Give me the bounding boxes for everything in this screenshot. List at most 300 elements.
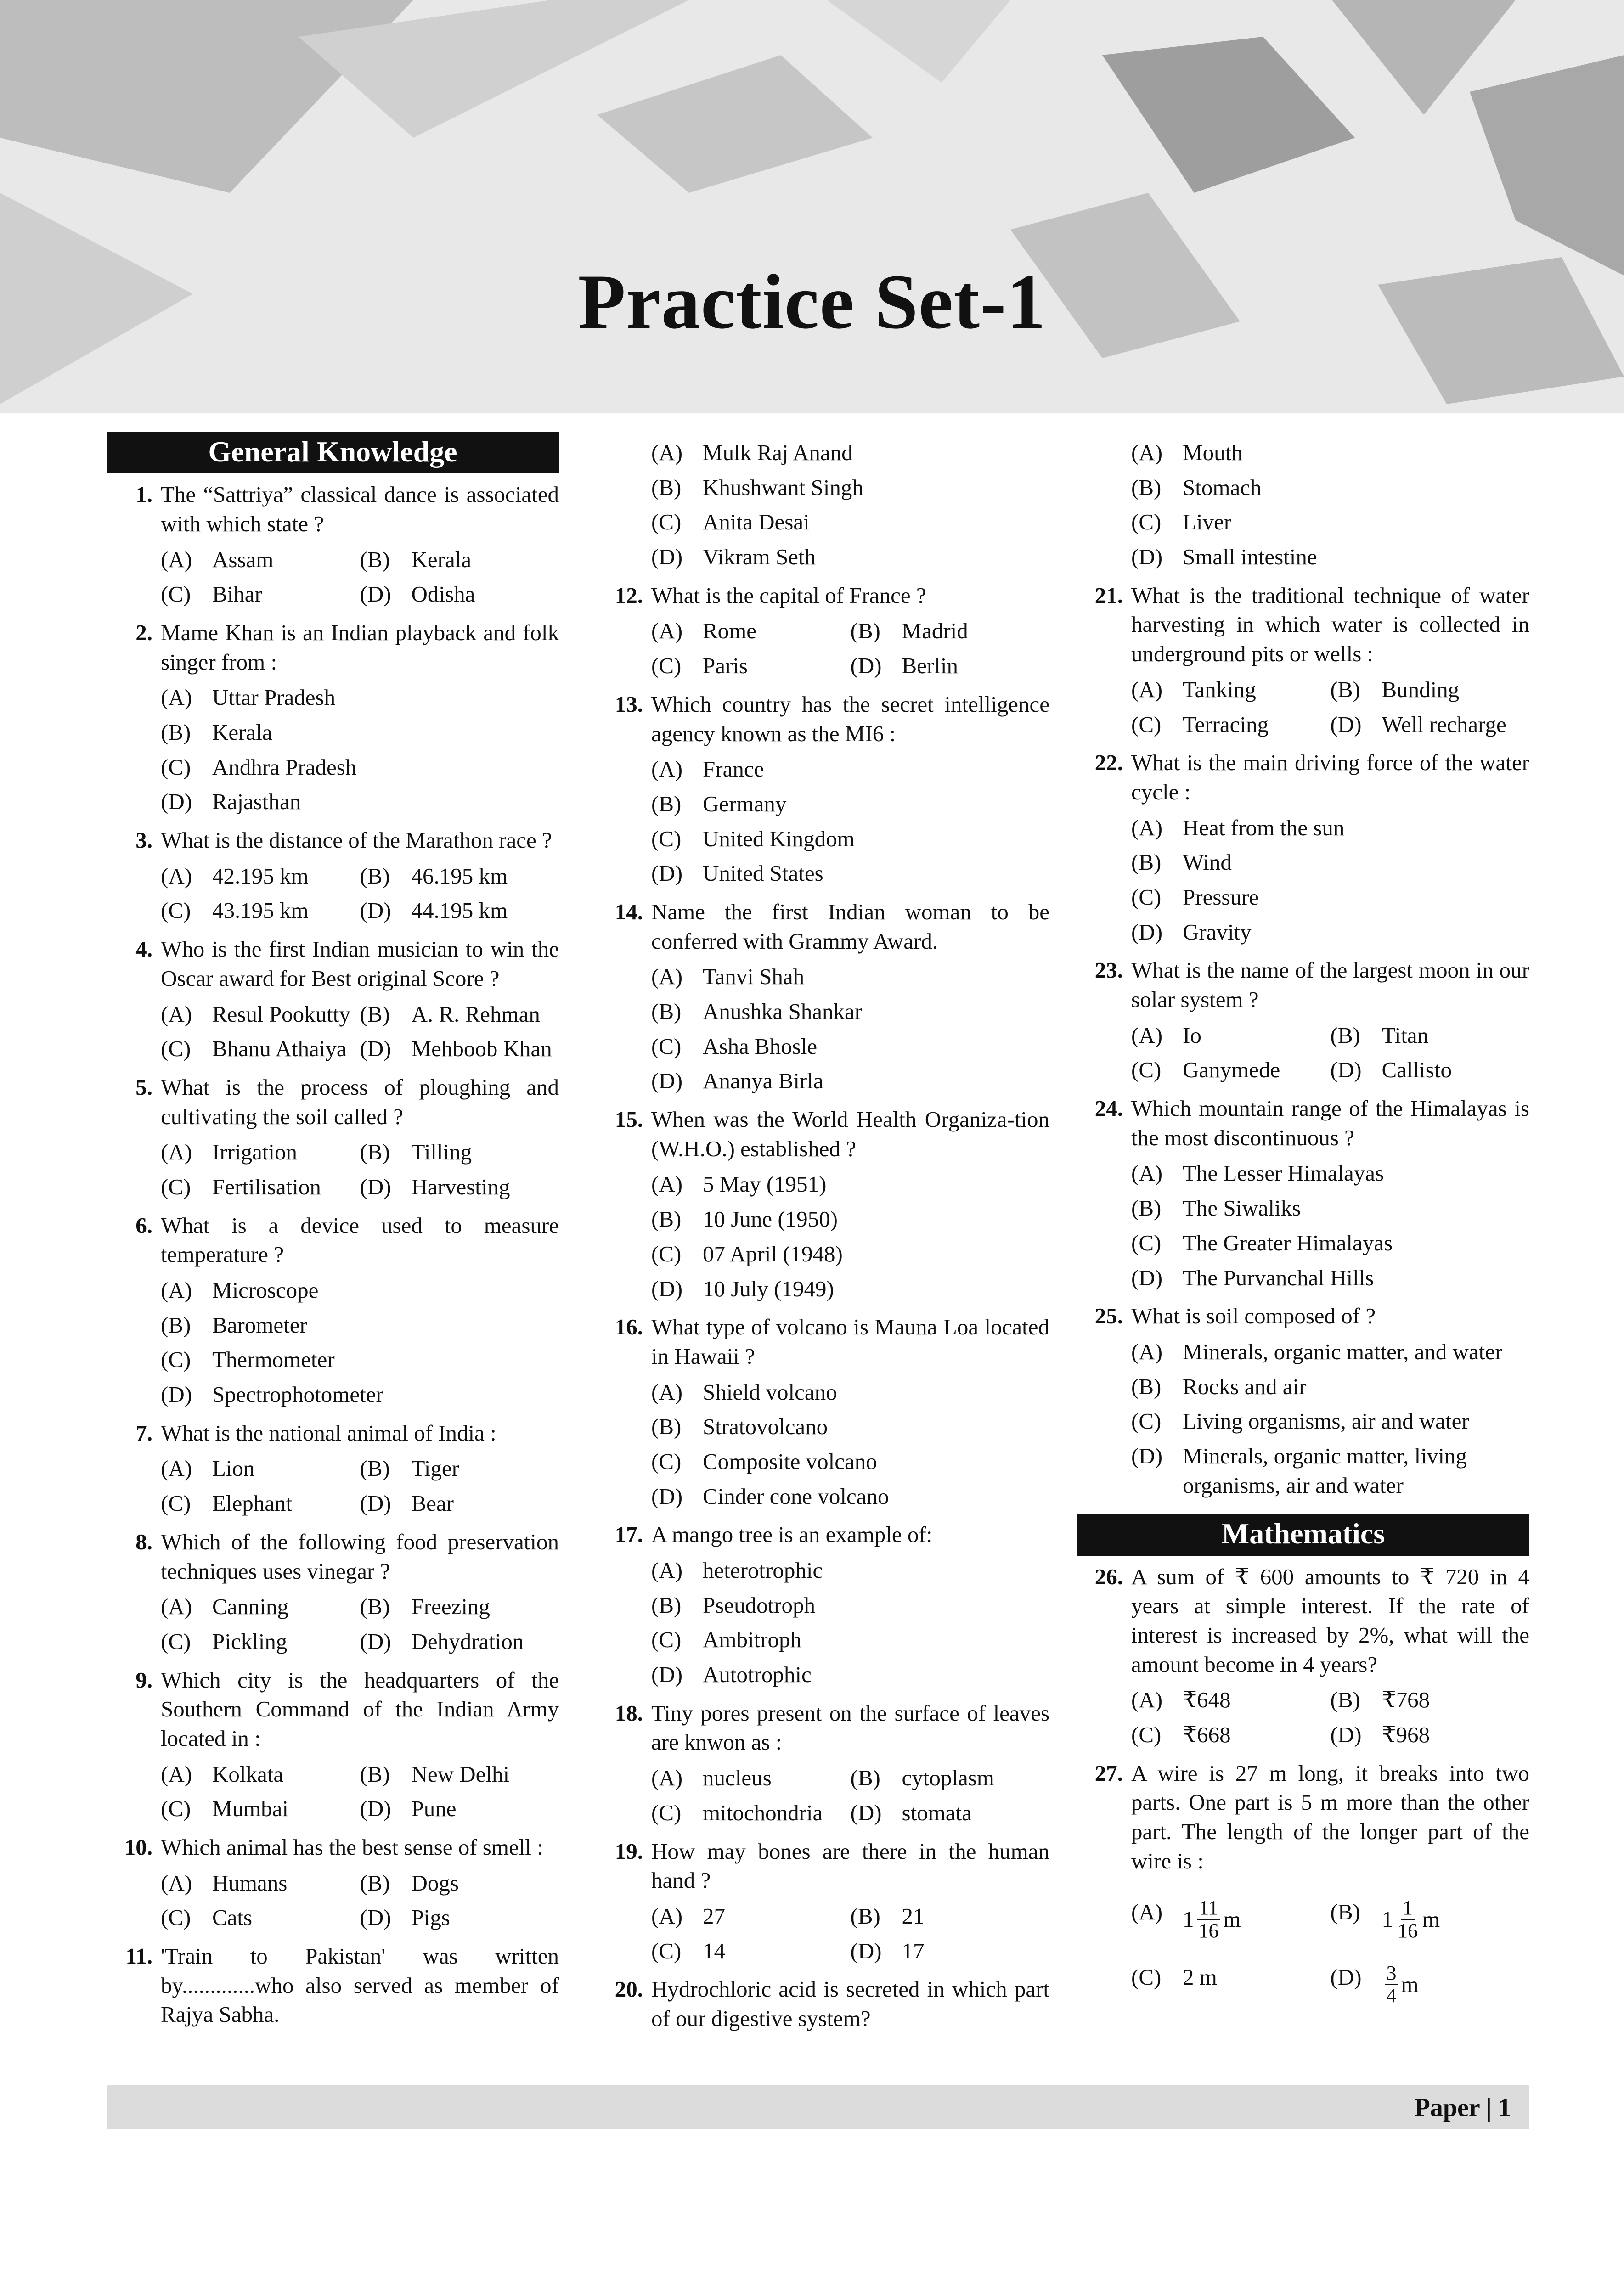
option-label: (A) (1131, 1160, 1163, 1186)
page-title: Practice Set-1 (578, 259, 1046, 345)
option-text: Stomach (1183, 474, 1262, 500)
fraction (1396, 1897, 1420, 1941)
answer-option (651, 473, 1049, 502)
answer-option (1331, 1021, 1530, 1050)
answer-option (1331, 675, 1530, 704)
answer-options (161, 680, 559, 819)
option-label: (C) (161, 1174, 191, 1199)
question-number: 14. (615, 899, 643, 924)
option-text: Microscope (212, 1277, 319, 1303)
option-text: Small intestine (1183, 544, 1317, 570)
question-number: 22. (1094, 750, 1123, 776)
answer-option (360, 1000, 559, 1029)
option-text: Minerals, organic matter, living organisms, air and water (1183, 1443, 1467, 1498)
option-text: mitochondria (703, 1800, 823, 1825)
option-label: (A) (651, 1765, 683, 1791)
question-text: Who is the first Indian musician to win the Oscar award for Best original Score ? (161, 936, 559, 991)
option-label: (A) (1131, 440, 1163, 465)
answer-option (1331, 1897, 1530, 1941)
question-number: 10. (124, 1835, 152, 1860)
mixed-number-whole: 1 (1183, 1907, 1194, 1932)
option-label: (B) (1131, 474, 1162, 500)
question-item (107, 1418, 559, 1521)
answer-option (161, 1489, 360, 1518)
option-label: (D) (360, 581, 391, 607)
option-label: (D) (360, 1905, 391, 1930)
question-item (1077, 1562, 1529, 1752)
answer-option (360, 1489, 559, 1518)
option-label: (B) (360, 1001, 390, 1027)
option-label: (C) (651, 1627, 682, 1653)
question-number: 3. (135, 827, 152, 853)
unit-label: m (1401, 1971, 1419, 1997)
answer-options (651, 1761, 1049, 1830)
question-text: Hydrochloric acid is secreted in which part of our digestive system? (651, 1976, 1049, 2031)
option-text: Odisha (411, 581, 475, 607)
option-label: (A) (161, 1139, 192, 1165)
answer-option (1131, 883, 1529, 912)
option-label: (A) (651, 440, 683, 465)
option-label: (A) (651, 1903, 683, 1929)
answer-option (1131, 813, 1529, 843)
option-text: Ambitroph (703, 1627, 802, 1653)
option-label: (C) (161, 1796, 191, 1822)
fraction-denominator: 16 (1398, 1919, 1418, 1942)
option-text: 14 (703, 1938, 725, 1964)
option-label: (D) (651, 1483, 683, 1509)
option-label: (C) (651, 826, 682, 851)
answer-option (1131, 473, 1529, 502)
answer-options (651, 1375, 1049, 1514)
option-label: (A) (651, 1379, 683, 1405)
answer-option (1131, 1407, 1529, 1436)
option-label: (D) (161, 789, 192, 815)
option-label: (A) (161, 1594, 192, 1620)
option-label: (D) (1131, 544, 1163, 570)
question-item (1077, 1301, 1529, 1503)
option-label: (C) (1131, 1057, 1162, 1083)
answer-option (161, 1760, 360, 1789)
unit-label: m (1223, 1907, 1241, 1932)
answer-options (161, 859, 559, 928)
option-label: (C) (651, 653, 682, 679)
answer-option (161, 1345, 559, 1374)
option-label: (C) (651, 509, 682, 535)
answer-option (651, 1274, 1049, 1304)
question-text: What is a device used to measure temperature ? (161, 1212, 559, 1267)
answer-option (851, 1936, 1050, 1966)
question-text: How may bones are there in the human hand ? (651, 1838, 1049, 1893)
question-item (107, 934, 559, 1066)
option-label: (D) (360, 1796, 391, 1822)
answer-options (651, 1899, 1049, 1968)
option-text: Living organisms, air and water (1183, 1408, 1469, 1434)
option-text: nucleus (703, 1765, 772, 1791)
answer-option (851, 651, 1050, 681)
option-label: (C) (161, 581, 191, 607)
option-text: Tiger (411, 1456, 459, 1481)
question-number: 9. (135, 1667, 152, 1693)
answer-option (360, 545, 559, 574)
option-text: 10 July (1949) (703, 1276, 834, 1301)
option-label: (D) (651, 861, 683, 886)
option-text: ₹968 (1382, 1722, 1430, 1747)
question-text: What is the process of ploughing and cultivating the soil called ? (161, 1074, 559, 1129)
option-label: (A) (161, 1277, 192, 1303)
option-label: (A) (651, 1171, 683, 1197)
answer-option (1131, 1372, 1529, 1401)
option-text: Thermometer (212, 1347, 335, 1373)
option-text: Titan (1382, 1022, 1429, 1048)
option-label: (D) (850, 1938, 882, 1964)
fraction-denominator: 4 (1386, 1984, 1397, 2007)
question-number: 19. (615, 1838, 643, 1864)
option-value (1382, 1963, 1419, 2006)
option-label: (B) (1131, 1373, 1162, 1399)
option-text: Spectrophotometer (212, 1382, 383, 1407)
answer-option (1131, 1159, 1529, 1188)
option-text: Well recharge (1382, 711, 1506, 737)
option-label: (C) (1131, 1722, 1162, 1747)
answer-option (161, 1868, 360, 1898)
option-label: (A) (161, 1001, 192, 1027)
option-text: Pseudotroph (703, 1592, 815, 1618)
answer-option (161, 1000, 360, 1029)
option-text: The Purvanchal Hills (1183, 1265, 1374, 1290)
option-text: Terracing (1183, 711, 1269, 737)
section-header-general-knowledge: General Knowledge (107, 432, 559, 473)
option-label: (B) (1330, 1022, 1360, 1048)
option-label: (C) (1131, 1408, 1162, 1434)
option-text: Callisto (1382, 1057, 1452, 1083)
question-item (107, 1666, 559, 1826)
option-label: (D) (1131, 1265, 1163, 1290)
option-text: 5 May (1951) (703, 1171, 827, 1197)
option-label: (C) (651, 1241, 682, 1266)
answer-options (651, 435, 1049, 574)
answer-option (360, 896, 559, 925)
question-text: When was the World Health Organiza-tion (W.H.O.) established ? (651, 1107, 1049, 1161)
option-text: Dehydration (411, 1628, 524, 1654)
option-label: (C) (1131, 884, 1162, 910)
question-text: What is the distance of the Marathon race ? (161, 827, 552, 853)
option-text: Anushka Shankar (703, 999, 863, 1024)
option-label: (A) (1131, 1899, 1163, 1925)
option-text: Harvesting (411, 1174, 510, 1199)
option-text: cytoplasm (902, 1765, 994, 1791)
answer-option (161, 1276, 559, 1305)
answer-options (1131, 1334, 1529, 1503)
answer-option (651, 542, 1049, 572)
question-text: A sum of ₹ 600 amounts to ₹ 720 in 4 years at simple interest. If the rate of interest is increased by 2%, what will the amount become in 4 years? (1131, 1564, 1529, 1677)
question-number: 7. (135, 1420, 152, 1446)
page-footer (107, 2085, 1529, 2129)
question-options-continued (1077, 435, 1529, 574)
question-item (597, 897, 1049, 1098)
answer-option (651, 1798, 851, 1828)
question-item (1077, 1759, 1529, 2009)
option-text: Asha Bhosle (703, 1033, 818, 1059)
answer-options (161, 1273, 559, 1412)
answer-option (161, 1794, 360, 1823)
option-label: (D) (161, 1382, 192, 1407)
answer-options (161, 1451, 559, 1520)
option-text: 21 (902, 1903, 925, 1929)
question-number: 16. (615, 1314, 643, 1340)
question-item (597, 690, 1049, 891)
question-text: What is soil composed of ? (1131, 1303, 1376, 1329)
option-label: (C) (1131, 1964, 1162, 1990)
option-text: Wind (1183, 850, 1232, 875)
option-text: Rome (703, 618, 757, 644)
question-item (1077, 956, 1529, 1087)
option-label: (D) (360, 1491, 391, 1516)
answer-option (360, 1034, 559, 1064)
answer-option (1131, 848, 1529, 877)
answer-options (1131, 1683, 1529, 1752)
answer-options (1131, 810, 1529, 950)
option-text: Ganymede (1183, 1057, 1280, 1083)
question-number: 4. (135, 936, 152, 962)
question-number: 13. (615, 691, 643, 717)
option-text: Tanvi Shah (703, 964, 805, 990)
option-label: (D) (1131, 1443, 1163, 1469)
option-label: (C) (161, 1036, 191, 1062)
answer-options (161, 1866, 559, 1935)
question-item (597, 1975, 1049, 2033)
answer-option (851, 1763, 1050, 1793)
option-text: Shield volcano (703, 1379, 837, 1405)
option-label: (D) (360, 1036, 391, 1062)
question-item (107, 1941, 559, 2029)
option-label: (A) (1131, 1022, 1163, 1048)
option-label: (D) (651, 544, 683, 570)
question-text: What is the national animal of India : (161, 1420, 496, 1446)
option-label: (B) (360, 1870, 390, 1896)
fraction-numerator: 1 (1401, 1897, 1415, 1920)
answer-option (851, 1902, 1050, 1931)
option-text: Tilling (411, 1139, 472, 1165)
option-text: ₹668 (1183, 1722, 1231, 1747)
option-label: (D) (1330, 711, 1362, 737)
answer-option (651, 1447, 1049, 1476)
answer-option (161, 787, 559, 816)
answer-options (161, 1135, 559, 1204)
answer-option (1131, 1337, 1529, 1367)
answer-option (1131, 675, 1331, 704)
option-label: (B) (1330, 676, 1360, 702)
answer-option (1131, 507, 1529, 537)
option-label: (B) (651, 1206, 682, 1232)
question-item (597, 581, 1049, 683)
question-number: 17. (615, 1522, 643, 1548)
option-text: Bunding (1382, 676, 1460, 702)
answer-option (651, 1556, 1049, 1585)
question-number: 24. (1094, 1096, 1123, 1121)
answer-options (651, 1167, 1049, 1306)
answer-option (651, 962, 1049, 991)
question-number: 2. (135, 619, 152, 645)
answer-option (161, 545, 360, 574)
answer-options (161, 1757, 559, 1826)
option-label: (D) (1330, 1964, 1362, 1990)
option-text: Lion (212, 1456, 255, 1481)
question-number: 25. (1094, 1303, 1123, 1329)
answer-option (161, 1627, 360, 1656)
option-text: Autotrophic (703, 1662, 812, 1688)
header-banner (0, 0, 1624, 413)
option-text: Minerals, organic matter, and water (1183, 1339, 1503, 1364)
answer-option (161, 861, 360, 891)
answer-options (651, 959, 1049, 1098)
question-number: 23. (1094, 957, 1123, 983)
answer-option (1131, 917, 1529, 947)
question-item (597, 1105, 1049, 1306)
option-text: Germany (703, 791, 787, 816)
answer-option (161, 718, 559, 747)
question-text: A wire is 27 m long, it breaks into two parts. One part is 5 m more than the other part. The length of the longer part of the wire is : (1131, 1760, 1529, 1874)
option-label: (C) (651, 1448, 682, 1474)
answer-option (651, 1660, 1049, 1689)
answer-options (161, 997, 559, 1066)
option-text: Kerala (411, 546, 472, 572)
question-item (107, 480, 559, 612)
option-label: (D) (1330, 1722, 1362, 1747)
question-item (107, 1527, 559, 1659)
question-number: 1. (135, 482, 152, 507)
answer-option (360, 1592, 559, 1621)
option-label: (C) (161, 1347, 191, 1373)
option-label: (B) (360, 1594, 390, 1620)
answer-option (161, 1380, 559, 1409)
answer-option (651, 1763, 851, 1793)
question-options-continued (597, 435, 1049, 574)
question-item (597, 1837, 1049, 1969)
option-label: (A) (1131, 1339, 1163, 1364)
option-label: (A) (161, 546, 192, 572)
option-label: (B) (651, 474, 682, 500)
option-label: (A) (651, 1558, 683, 1583)
question-number: 12. (615, 582, 643, 608)
option-label: (B) (360, 546, 390, 572)
answer-option (651, 1066, 1049, 1096)
option-text: Mehboob Khan (411, 1036, 552, 1062)
answer-options (651, 1553, 1049, 1692)
answer-option (360, 1903, 559, 1932)
answer-option (1131, 1897, 1331, 1941)
answer-option (1331, 710, 1530, 739)
option-label: (D) (1131, 919, 1163, 945)
option-text: Paris (703, 653, 748, 679)
answer-option (651, 1591, 1049, 1620)
option-text: Madrid (902, 618, 968, 644)
answer-option (360, 1868, 559, 1898)
option-label: (C) (161, 1905, 191, 1930)
answer-option (1131, 1963, 1331, 2006)
option-label: (D) (651, 1662, 683, 1688)
answer-option (651, 1204, 1049, 1234)
question-text: Mame Khan is an Indian playback and folk singer from : (161, 619, 559, 675)
option-text: Pressure (1183, 884, 1259, 910)
option-text: United States (703, 861, 823, 886)
option-text: Assam (212, 546, 274, 572)
answer-option (651, 438, 1049, 467)
answer-option (651, 1902, 851, 1931)
option-label: (D) (360, 898, 391, 923)
option-label: (B) (360, 863, 390, 889)
question-text: Which country has the secret intelligence agency known as the MI6 : (651, 691, 1049, 746)
option-text: Uttar Pradesh (212, 685, 336, 710)
question-number: 26. (1094, 1564, 1123, 1589)
answer-option (651, 1239, 1049, 1269)
answer-option (161, 1137, 360, 1167)
option-label: (D) (360, 1174, 391, 1199)
option-text: 44.195 km (411, 898, 508, 923)
option-text: Canning (212, 1594, 289, 1620)
option-text: 42.195 km (212, 863, 309, 889)
answer-option (161, 1034, 360, 1064)
answer-option (651, 507, 1049, 537)
option-text: Berlin (902, 653, 958, 679)
option-label: (B) (360, 1761, 390, 1787)
option-text: Composite volcano (703, 1448, 877, 1474)
answer-option (651, 1482, 1049, 1511)
option-label: (A) (1131, 815, 1163, 840)
answer-option (360, 1454, 559, 1483)
answer-option (1331, 1963, 1530, 2006)
answer-option (651, 1412, 1049, 1441)
answer-option (1131, 1441, 1529, 1500)
fraction-denominator: 16 (1198, 1919, 1219, 1942)
option-text: Rajasthan (212, 789, 301, 815)
question-number: 15. (615, 1107, 643, 1132)
answer-option (1131, 1720, 1331, 1750)
option-label: (C) (161, 1491, 191, 1516)
question-number: 27. (1094, 1760, 1123, 1786)
question-text: What type of volcano is Mauna Loa located in Hawaii ? (651, 1314, 1049, 1369)
answer-option (360, 1137, 559, 1167)
answer-option (1131, 1021, 1331, 1050)
option-text: 2 m (1183, 1964, 1217, 1990)
option-text: 46.195 km (411, 863, 508, 889)
question-text: Name the first Indian woman to be conferred with Grammy Award. (651, 899, 1049, 954)
answer-option (651, 1378, 1049, 1407)
option-label: (C) (1131, 509, 1162, 535)
option-label: (B) (850, 1903, 880, 1929)
option-text: 07 April (1948) (703, 1241, 843, 1266)
option-text: The Siwaliks (1183, 1195, 1301, 1221)
option-label: (D) (651, 1276, 683, 1301)
option-text: Liver (1183, 509, 1232, 535)
answer-option (851, 616, 1050, 646)
option-text: A. R. Rehman (411, 1001, 540, 1027)
answer-option (161, 580, 360, 609)
option-text: Kerala (212, 720, 272, 745)
question-item (107, 826, 559, 928)
answer-option (651, 824, 1049, 854)
option-label: (A) (161, 685, 192, 710)
option-text: Resul Pookutty (212, 1001, 350, 1027)
question-text: Which city is the headquarters of the Southern Command of the Indian Army located in : (161, 1667, 559, 1751)
option-text: Cats (212, 1905, 253, 1930)
answer-option (851, 1798, 1050, 1828)
option-text: Pune (411, 1796, 457, 1822)
answer-options (1131, 1018, 1529, 1087)
question-text: Which mountain range of the Himalayas is the most discontinuous ? (1131, 1096, 1529, 1150)
question-number: 5. (135, 1074, 152, 1100)
option-text: Mulk Raj Anand (703, 440, 853, 465)
answer-option (651, 789, 1049, 819)
